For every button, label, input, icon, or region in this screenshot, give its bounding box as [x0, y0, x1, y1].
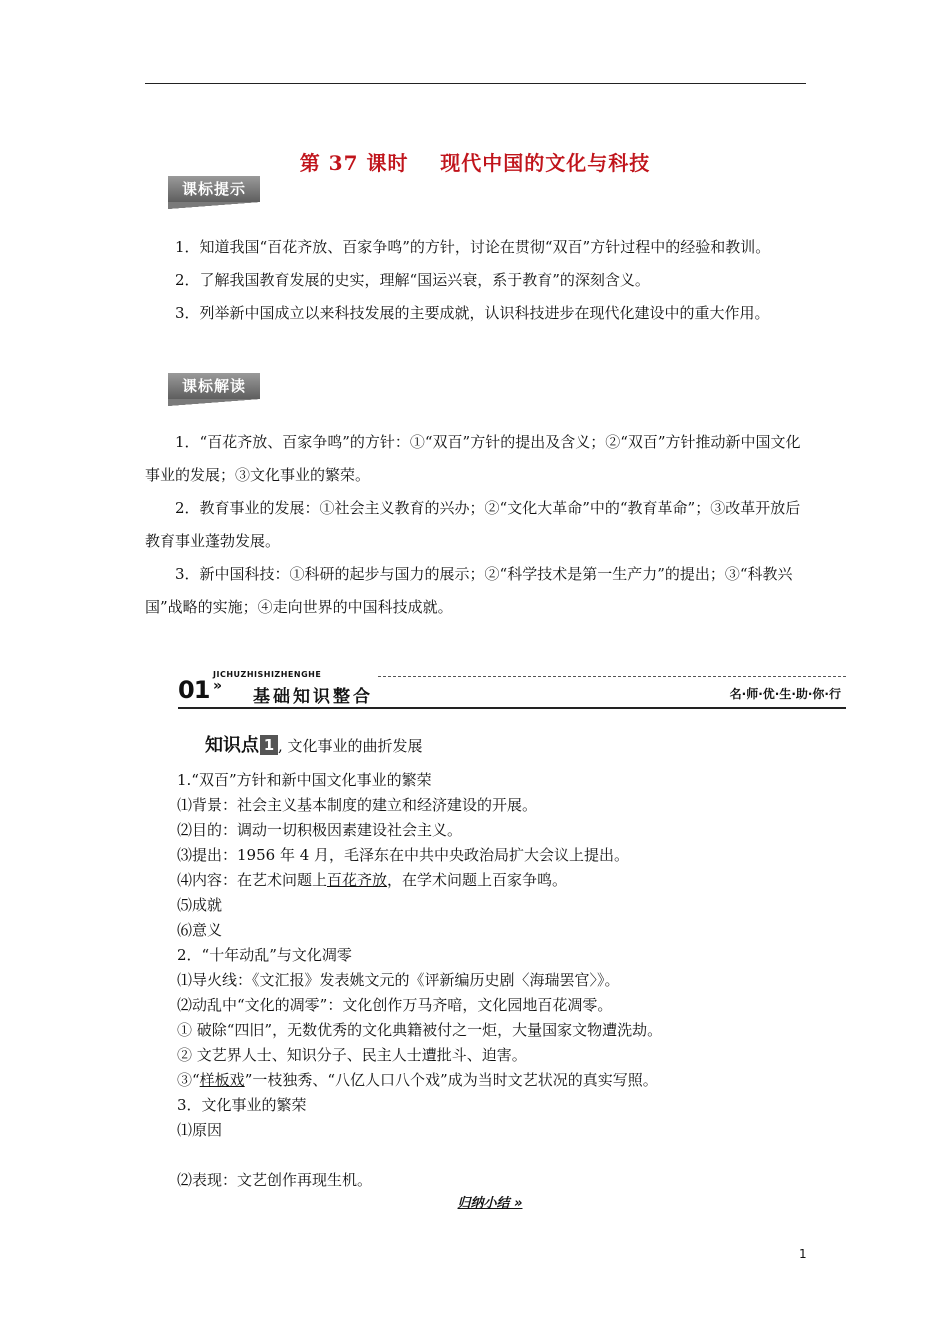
content-line: ① 破除“四旧”，无数优秀的文化典籍被付之一炬，大量国家文物遭洗劫。 — [177, 1021, 663, 1039]
knowledge-point-text: , 文化事业的曲折发展 — [278, 737, 423, 755]
content-line: ⑵目的：调动一切积极因素建设社会主义。 — [177, 821, 463, 839]
reading-item: 1．“百花齐放、百家争鸣”的方针：①“双百”方针的提出及含义；②“双百”方针推动新中国文化事业的发展；③文化事业的繁荣。 — [145, 433, 801, 484]
content-line: ⑶提出：1956 年 4 月，毛泽东在中共中央政治局扩大会议上提出。 — [177, 846, 630, 864]
content-line: ⑴原因 — [177, 1121, 223, 1139]
section-slogan: 名·师·优·生·助·你·行 — [729, 687, 841, 701]
content-line: 2．“十年动乱”与文化凋零 — [177, 946, 352, 964]
content-text: ”一枝独秀、“八亿人口八个戏”成为当时文艺状况的真实写照。 — [244, 1071, 658, 1089]
hint-section — [145, 231, 810, 330]
tag-hint: 课标提示 — [168, 176, 260, 202]
underlined-term: 百花齐放 — [327, 871, 388, 889]
section-header — [178, 670, 846, 710]
content-line: ⑵表现：文艺创作再现生机。 — [177, 1171, 373, 1189]
content-line: 3．文化事业的繁荣 — [177, 1096, 307, 1114]
content-line: ⑵动乱中“文化的凋零”：文化创作万马齐喑，文化园地百花凋零。 — [177, 996, 613, 1014]
section-dashed-line — [378, 676, 846, 677]
content-text: ，在学术问题上百家争鸣。 — [387, 871, 568, 889]
content-line: ⑸成就 — [177, 896, 223, 914]
page-number: 1 — [799, 1247, 807, 1261]
knowledge-point-label: 知识点 — [205, 735, 259, 756]
content-line — [177, 1068, 817, 1093]
hint-item: 2．了解我国教育发展的史实，理解“国运兴衰，系于教育”的深刻含义。 — [175, 271, 650, 289]
tag-reading: 课标解读 — [168, 373, 260, 399]
content-line: ⑴导火线：《文汇报》发表姚文元的《评新编历史剧〈海瑞罢官〉》。 — [177, 971, 620, 989]
knowledge-point-number: 1 — [260, 735, 278, 755]
section-number: 01 — [178, 676, 210, 704]
reading-section — [145, 426, 810, 624]
content-line: ② 文艺界人士、知识分子、民主人士遭批斗、迫害。 — [177, 1046, 527, 1064]
summary-label: 归纳小结 » — [457, 1196, 523, 1211]
content-text: ③“ — [177, 1071, 200, 1089]
double-arrow-icon: » — [213, 678, 223, 694]
content-text: ⑷内容：在艺术问题上 — [177, 871, 328, 889]
hint-item: 3．列举新中国成立以来科技发展的主要成就，认识科技进步在现代化建设中的重大作用。 — [175, 304, 770, 322]
content-line — [177, 868, 817, 893]
underlined-term: 样板戏 — [199, 1071, 245, 1089]
content-line: ⑴背景：社会主义基本制度的建立和经济建设的开展。 — [177, 796, 538, 814]
section-pinyin: JICHUZHISHIZHENGHE — [213, 670, 322, 679]
knowledge-point-heading — [205, 731, 423, 757]
page-title: 第 37 课时 现代中国的文化与科技 — [299, 151, 651, 175]
section-title: 基础知识整合 — [253, 687, 373, 707]
reading-item: 2．教育事业的发展：①社会主义教育的兴办；②“文化大革命”中的“教育革命”；③改革开放后教育事业蓬勃发展。 — [145, 499, 801, 550]
header-rule — [145, 83, 806, 84]
content-line: ⑹意义 — [177, 921, 223, 939]
hint-item: 1．知道我国“百花齐放、百家争鸣”的方针，讨论在贯彻“双百”方针过程中的经验和教训。 — [175, 238, 771, 256]
content-line: 1.“双百”方针和新中国文化事业的繁荣 — [177, 771, 432, 789]
reading-item: 3．新中国科技：①科研的起步与国力的展示；②“科学技术是第一生产力”的提出；③“科教兴国”战略的实施；④走向世界的中国科技成就。 — [145, 565, 793, 616]
section-underline — [178, 707, 846, 709]
content-list — [177, 768, 817, 1193]
